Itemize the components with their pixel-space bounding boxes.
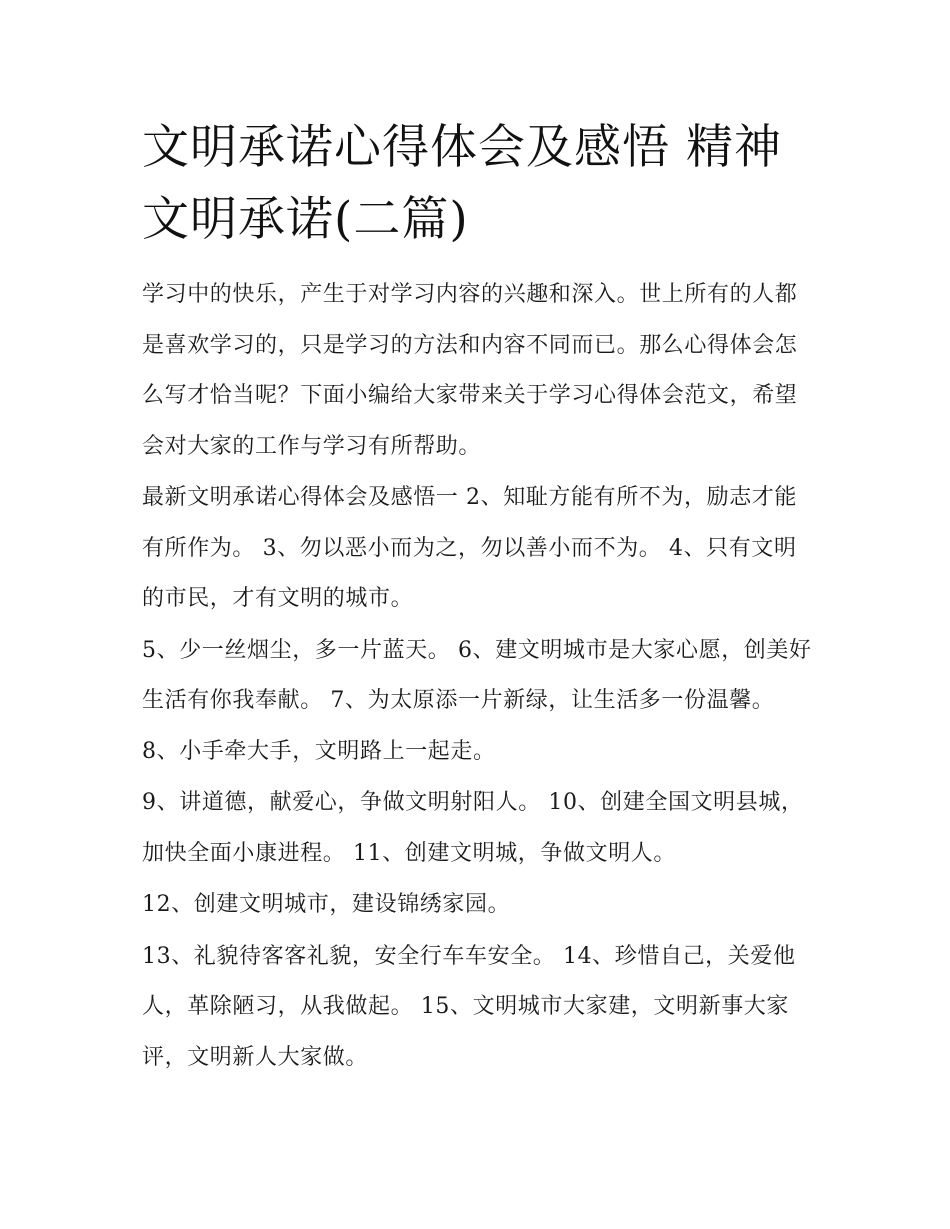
document-title: 文明承诺心得体会及感悟 精神文明承诺(二篇) xyxy=(142,120,782,247)
paragraph-intro: 学习中的快乐，产生于对学习内容的兴趣和深入。世上所有的人都是喜欢学习的，只是学习的方法和内容不同而已。那么心得体会怎么写才恰当呢？下面小编给大家带来关于学习心得体会范文，希望会对大家的工作与学习有所帮助。 xyxy=(142,282,798,459)
paragraph-slogans-5: 13、礼貌待客客礼貌，安全行车车安全。 14、珍惜自己，关爱他人，革除陋习，从我做起。 15、文明城市大家建，文明新事大家评，文明新人大家做。 xyxy=(142,943,796,1070)
document-body xyxy=(142,112,814,1083)
paragraph-slogans-3: 9、讲道德，献爱心，争做文明射阳人。 10、创建全国文明县城，加快全面小康进程。 11、创建文明城，争做文明人。 xyxy=(142,790,804,866)
paragraph-slogans-2: 5、少一丝烟尘，多一片蓝天。 6、建文明城市是大家心愿，创美好生活有你我奉献。 7、为太原添一片新绿，让生活多一份温馨。 8、小手牵大手，文明路上一起走。 xyxy=(142,637,812,764)
paragraph-slogans-4: 12、创建文明城市，建设锦绣家园。 xyxy=(142,892,511,917)
paragraph-slogans-1: 最新文明承诺心得体会及感悟一 2、知耻方能有所不为，励志才能有所作为。 3、勿以恶小而为之，勿以善小而不为。 4、只有文明的市民，才有文明的城市。 xyxy=(142,485,797,611)
